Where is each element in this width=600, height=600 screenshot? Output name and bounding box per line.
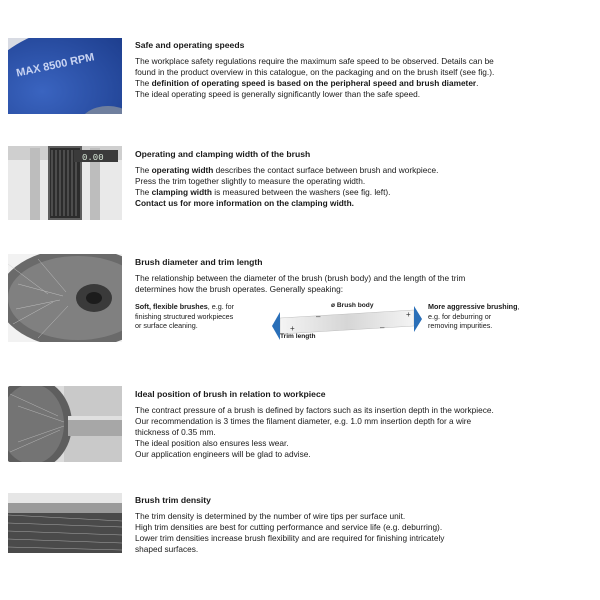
soft-brushes-note — [135, 302, 270, 331]
soft-brushes-heading: Soft, flexible brushes — [135, 302, 208, 311]
wire-brush-photo — [8, 254, 122, 342]
body-line — [135, 187, 575, 198]
body-line — [135, 273, 575, 284]
bold-text: definition of operating speed is based on the peripheral speed and brush diameter — [151, 78, 477, 88]
body-line — [135, 56, 575, 67]
text-run: is measured between the washers (see fig. left). — [212, 187, 391, 197]
section-text — [135, 149, 575, 209]
body-minus-sign: – — [316, 312, 321, 321]
section-title: Brush trim density — [135, 495, 211, 505]
bold-text: Contact us for more information on the clamping width. — [135, 198, 354, 208]
text-run: The — [135, 187, 152, 197]
text-run: The — [135, 78, 152, 88]
left-arrow-icon — [272, 312, 280, 340]
body-line — [135, 438, 575, 449]
section-body — [135, 273, 575, 295]
trim-diagram — [135, 302, 555, 347]
text-run: Our application engineers will be glad to advise. — [135, 449, 311, 459]
section-body — [135, 56, 575, 100]
section-text — [135, 389, 575, 460]
section-text — [135, 495, 575, 555]
section-text — [135, 257, 575, 295]
aggressive-brushing-heading: More aggressive brushing — [428, 302, 518, 311]
bold-text: clamping width — [151, 187, 212, 197]
caliper-display: 0.00 — [82, 153, 104, 163]
section-title: Brush diameter and trim length — [135, 257, 263, 267]
soft-brushes-text-2: finishing structured workpieces — [135, 311, 234, 321]
trim-length-label: Trim length — [280, 333, 316, 340]
soft-brushes-text-3: or surface cleaning. — [135, 321, 198, 330]
body-line — [135, 511, 575, 522]
body-line — [135, 198, 575, 209]
aggressive-brushing-text-2: e.g. for deburring or — [428, 311, 492, 321]
text-run: High trim densities are best for cutting performance and service life (e.g. deburring). — [135, 522, 443, 532]
trim-minus-sign: – — [380, 323, 385, 332]
text-run: The — [135, 165, 152, 175]
text-run: shaped surfaces. — [135, 544, 199, 554]
text-run: determines how the brush operates. Generally speaking: — [135, 284, 344, 294]
body-line — [135, 416, 575, 427]
soft-brushes-text-1: , e.g. for — [207, 302, 235, 311]
text-run: Lower trim densities increase brush flexibility and are required for finishing intricately — [135, 533, 445, 543]
brush-label-photo — [8, 38, 122, 114]
text-run: The relationship between the diameter of the brush (brush body) and the length of the trim — [135, 273, 466, 283]
body-line — [135, 449, 575, 460]
text-run: thickness of 0.35 mm. — [135, 427, 216, 437]
text-run: The trim density is determined by the number of wire tips per surface unit. — [135, 511, 406, 521]
section-body — [135, 405, 575, 460]
section-body — [135, 511, 575, 555]
trim-plus-sign: + — [290, 324, 295, 333]
body-line — [135, 427, 575, 438]
text-run: . — [476, 78, 479, 88]
section-body — [135, 165, 575, 209]
bold-text: operating width — [151, 165, 214, 175]
body-line — [135, 284, 575, 295]
body-plus-sign: + — [406, 310, 411, 319]
section-title: Safe and operating speeds — [135, 40, 245, 50]
text-run: The workplace safety regulations require the maximum safe speed to be observed. Details can be — [135, 56, 494, 66]
caliper-measure-photo — [8, 146, 122, 220]
aggressive-brushing-text-3: removing impurities. — [428, 321, 493, 330]
trim-density-photo — [8, 493, 122, 553]
body-line — [135, 89, 575, 100]
section-text — [135, 40, 575, 100]
brush-body-label: ø Brush body — [331, 302, 374, 309]
body-line — [135, 78, 575, 89]
aggressive-brushing-text-1: , — [517, 302, 520, 311]
text-run: found in the product overview in this catalogue, on the packaging and on the brush itself (see fig.). — [135, 67, 495, 77]
body-line — [135, 533, 575, 544]
body-line — [135, 165, 575, 176]
body-line — [135, 544, 575, 555]
text-run: The ideal position also ensures less wear. — [135, 438, 289, 448]
body-line — [135, 176, 575, 187]
text-run: describes the contact surface between brush and workpiece. — [213, 165, 439, 175]
body-line — [135, 67, 575, 78]
body-line — [135, 522, 575, 533]
body-line — [135, 405, 575, 416]
text-run: Our recommendation is 3 times the filament diameter, e.g. 1.0 mm insertion depth for a wire — [135, 416, 472, 426]
brush-workpiece-photo — [8, 386, 122, 462]
text-run: The ideal operating speed is generally significantly lower than the safe speed. — [135, 89, 421, 99]
text-run: The contract pressure of a brush is defined by factors such as its insertion depth in the workpiece. — [135, 405, 494, 415]
aggressive-brushing-note — [428, 302, 558, 331]
section-title: Operating and clamping width of the brush — [135, 149, 311, 159]
max-rpm-print: MAX 8500 RPM — [15, 51, 96, 80]
section-title: Ideal position of brush in relation to workpiece — [135, 389, 326, 399]
text-run: Press the trim together slightly to measure the operating width. — [135, 176, 366, 186]
right-arrow-icon — [414, 306, 422, 332]
